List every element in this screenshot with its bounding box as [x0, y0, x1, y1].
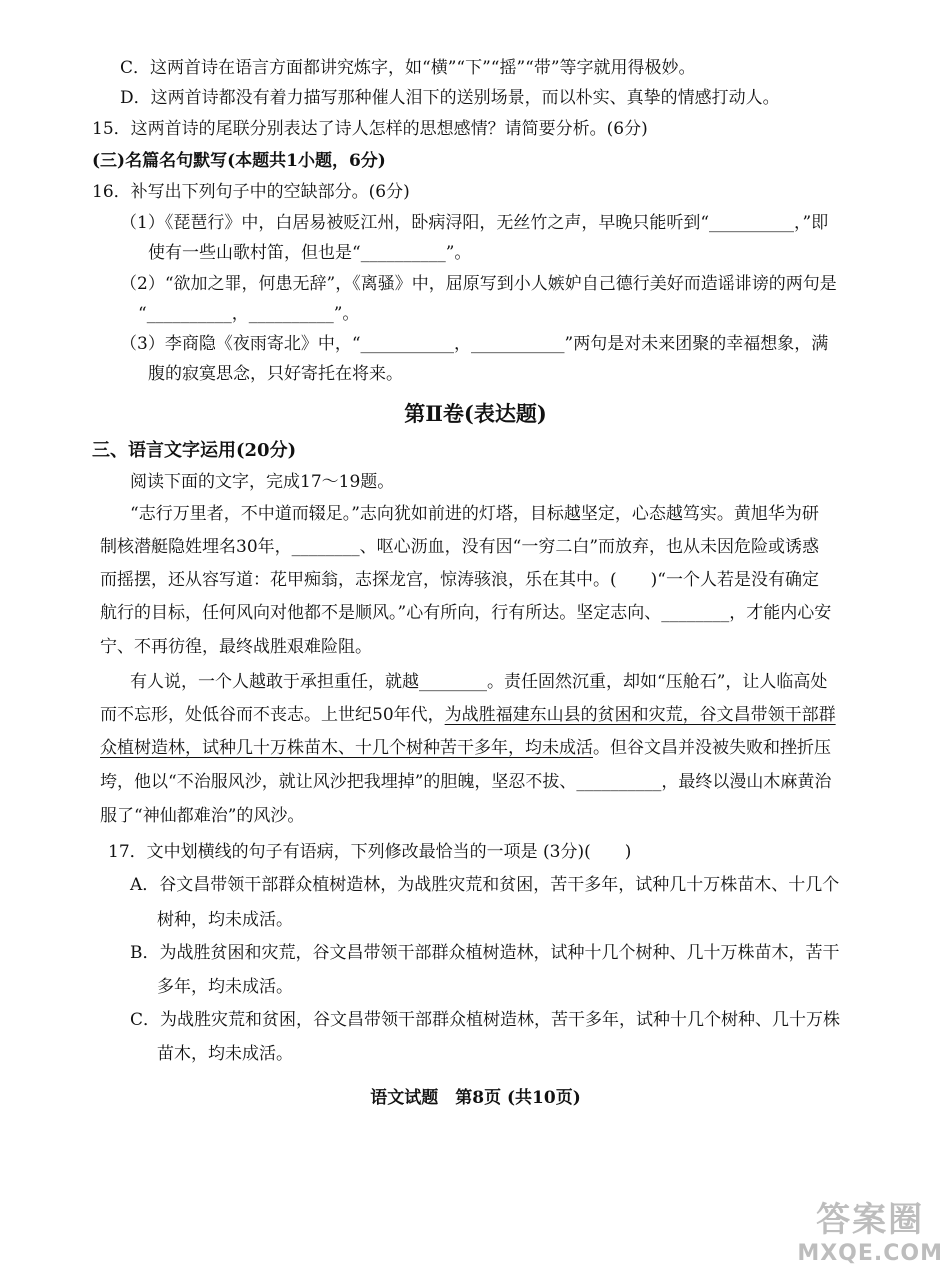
reading-intro: 阅读下面的文字，完成17～19题。: [130, 472, 395, 492]
para2-line3-plain: 。但谷文昌并没被失败和挫折压: [593, 738, 831, 758]
underlined-sentence-part1: 为战胜福建东山县的贫困和灾荒，谷文昌带领干部群: [444, 705, 836, 725]
q17-option-c-line1: C．为战胜灾荒和贫困，谷文昌带领干部群众植树造林，苦干多年，试种十几个树种、几十万株: [130, 1010, 841, 1030]
para1-line1: “志行万里者，不中道而辍足。”志向犹如前进的灯塔，目标越坚定，心态越笃实。黄旭华为研: [130, 504, 819, 524]
q17-option-b-line1: B．为战胜贫困和灾荒，谷文昌带领干部群众植树造林，试种十几个树种、几十万株苗木，苦干: [130, 943, 840, 963]
q16-item2-line2: “__________，__________”。: [138, 304, 360, 324]
para2-line1: 有人说，一个人越敢于承担重任，就越________。责任固然沉重，却如“压舱石”，让人临高处: [130, 672, 828, 692]
q16-item2-line1: （2）“欲加之罪，何患无辞”，《离骚》中，屈原写到小人嫉妒自己德行美好而造谣诽谤的两句是: [120, 274, 837, 294]
q17-option-a-line2: 树种，均未成活。: [157, 910, 293, 930]
watermark-top-text: 答案圈: [816, 1200, 925, 1240]
para2-line2: [100, 704, 836, 726]
q15-question: 15．这两首诗的尾联分别表达了诗人怎样的思想感情？请简要分析。(6分): [92, 119, 648, 139]
section-3-heading: (三)名篇名句默写(本题共1小题，6分): [92, 151, 386, 171]
q17-option-c-line2: 苗木，均未成活。: [157, 1044, 293, 1064]
part-3-heading: 三、语言文字运用(20分): [92, 440, 297, 461]
q16-item3-line1: （3）李商隐《夜雨寄北》中，“___________，___________”两句是对未来团聚的幸福想象，满: [120, 334, 829, 354]
para2-line4: 垮，他以“不治服风沙，就让风沙把我埋掉”的胆魄，坚忍不拔、__________，最终以漫山木麻黄治: [100, 772, 832, 792]
q17-option-a-line1: A．谷文昌带领干部群众植树造林，为战胜灾荒和贫困，苦干多年，试种几十万株苗木、十几个: [130, 875, 840, 895]
para1-line5: 宁、不再彷徨，最终战胜艰难险阻。: [100, 637, 372, 657]
q16-stem: 16．补写出下列句子中的空缺部分。(6分): [92, 182, 410, 202]
q17-stem: 17．文中划横线的句子有语病，下列修改最恰当的一项是 (3分)( ): [108, 842, 632, 862]
para2-line3: [100, 737, 831, 759]
q17-option-b-line2: 多年，均未成活。: [157, 977, 293, 997]
q14-option-d: D．这两首诗都没有着力描写那种催人泪下的送别场景，而以朴实、真挚的情感打动人。: [120, 88, 780, 108]
q14-option-c: C．这两首诗在语言方面都讲究炼字，如“横”“下”“摇”“带”等字就用得极妙。: [120, 58, 696, 78]
q16-item1-line2: 使有一些山歌村笛，但也是“__________”。: [148, 243, 472, 263]
para2-line2-plain: 而不忘形，处低谷而不丧志。上世纪50年代，: [100, 705, 445, 725]
underlined-sentence-part2: 众植树造林，试种几十万株苗木、十几个树种苦干多年，均未成活: [100, 738, 593, 758]
page-footer: 语文试题 第8页 (共10页): [370, 1088, 581, 1108]
para2-line5: 服了“神仙都难治”的风沙。: [100, 806, 305, 826]
para1-line4: 航行的目标，任何风向对他都不是顺风。”心有所向，行有所达。坚定志向、________，才能内心安: [100, 603, 832, 623]
q16-item1-line1: （1）《琵琶行》中，白居易被贬江州，卧病浔阳，无丝竹之声，早晚只能听到“__________，”即: [120, 213, 829, 233]
part-2-title: 第Ⅱ卷(表达题): [404, 401, 547, 426]
para1-line3: 而摇摆，还从容写道：花甲痴翁，志探龙宫，惊涛骇浪，乐在其中。( )“一个人若是没有确定: [100, 570, 819, 590]
para1-line2: 制核潜艇隐姓埋名30年，________、呕心沥血，没有因“一穷二白”而放弃，也从未因危险或诱惑: [100, 537, 820, 557]
watermark-bottom-text: MXQE.COM: [797, 1241, 943, 1266]
q16-item3-line2: 腹的寂寞思念，只好寄托在将来。: [148, 364, 403, 384]
watermark-logo: [797, 1192, 943, 1266]
